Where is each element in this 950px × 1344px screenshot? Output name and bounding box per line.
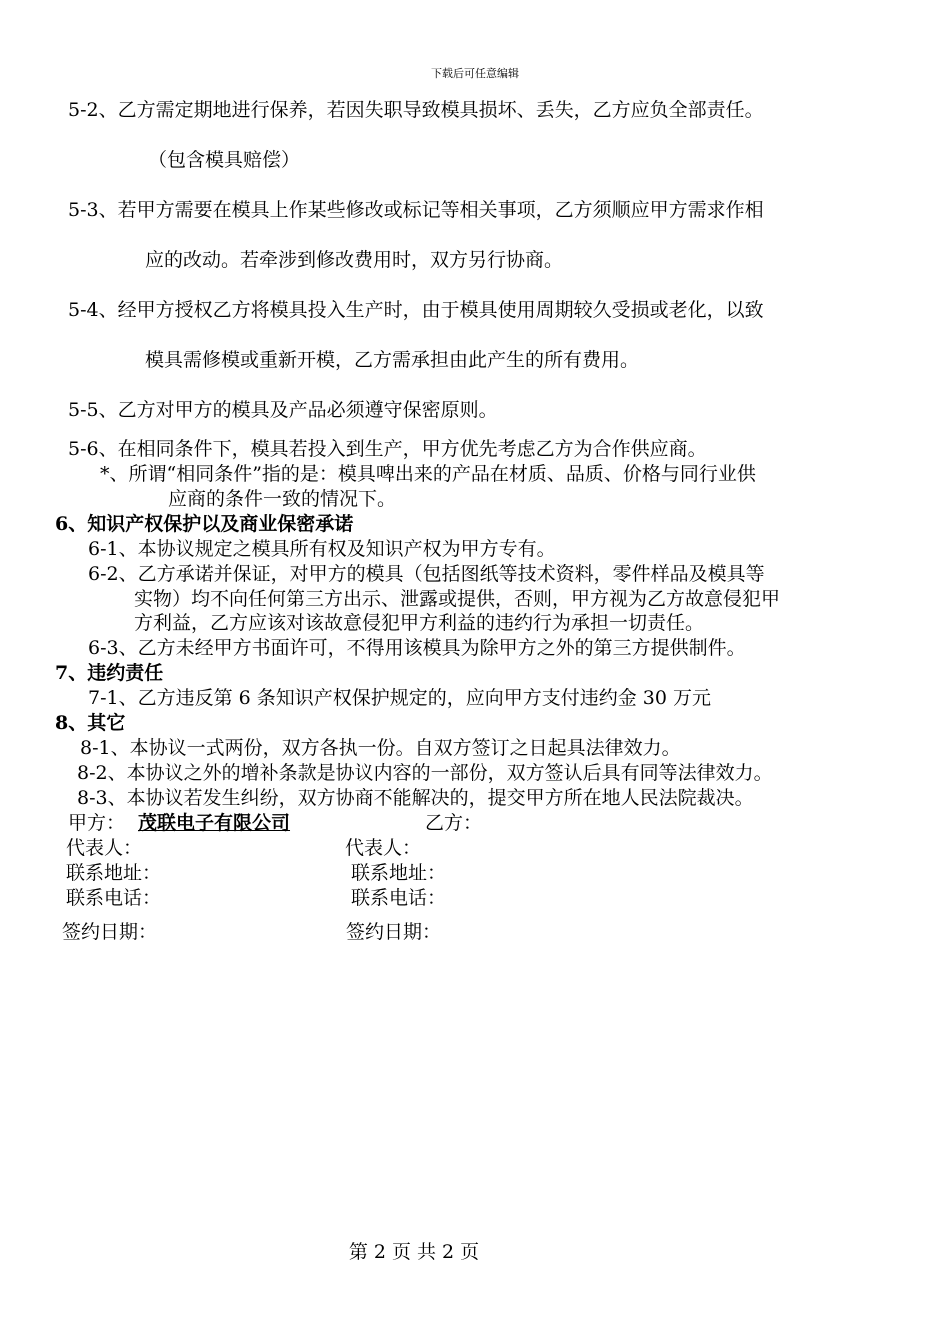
clause-6-2-line3: 方利益，乙方应该对该故意侵犯甲方利益的违约行为承担一切责任。 [134, 612, 705, 634]
clause-5-4-line2: 模具需修模或重新开模，乙方需承担由此产生的所有费用。 [145, 349, 640, 371]
note-line2: 应商的条件一致的情况下。 [168, 488, 397, 510]
header-note: 下载后可任意编辑 [431, 67, 519, 80]
clause-6-3: 6-3、乙方未经甲方书面许可，不得用该模具为除甲方之外的第三方提供制件。 [88, 637, 746, 659]
clause-8-2: 8-2、本协议之外的增补条款是协议内容的一部份，双方签认后具有同等法律效力。 [77, 762, 773, 784]
clause-8-1: 8-1、本协议一式两份，双方各执一份。自双方签订之日起具法律效力。 [80, 737, 681, 759]
clause-7-1: 7-1、乙方违反第 6 条知识产权保护规定的，应向甲方支付违约金 30 万元 [88, 687, 712, 709]
page-number: 第 2 页 共 2 页 [348, 1241, 480, 1263]
clause-6-2-line2: 实物）均不向任何第三方出示、泄露或提供，否则，甲方视为乙方故意侵犯甲 [134, 588, 781, 610]
clause-6-2-line1: 6-2、乙方承诺并保证，对甲方的模具（包括图纸等技术资料，零件样品及模具等 [88, 563, 765, 585]
section-6-heading: 6、知识产权保护以及商业保密承诺 [55, 513, 354, 535]
clause-8-3: 8-3、本协议若发生纠纷，双方协商不能解决的，提交甲方所在地人民法院裁决。 [77, 787, 754, 809]
addr-b-label: 联系地址： [351, 862, 447, 884]
date-a-label: 签约日期： [62, 921, 158, 943]
party-a-label: 甲方： [68, 812, 126, 834]
rep-b-label: 代表人： [345, 837, 422, 859]
section-8-heading: 8、其它 [55, 712, 126, 734]
rep-a-label: 代表人： [66, 837, 143, 859]
party-b-label: 乙方： [425, 812, 483, 834]
party-a-name: 茂联电子有限公司 [138, 812, 291, 834]
tel-a-label: 联系电话： [66, 887, 162, 909]
clause-5-5: 5-5、乙方对甲方的模具及产品必须遵守保密原则。 [68, 399, 498, 421]
clause-6-1: 6-1、本协议规定之模具所有权及知识产权为甲方专有。 [88, 538, 556, 560]
clause-5-6: 5-6、在相同条件下，模具若投入到生产，甲方优先考虑乙方为合作供应商。 [68, 438, 707, 460]
tel-b-label: 联系电话： [351, 887, 447, 909]
date-b-label: 签约日期： [346, 921, 442, 943]
clause-5-4-line1: 5-4、经甲方授权乙方将模具投入生产时，由于模具使用周期较久受损或老化，以致 [68, 299, 764, 321]
section-7-heading: 7、违约责任 [55, 662, 164, 684]
addr-a-label: 联系地址： [66, 862, 162, 884]
clause-5-3-line2: 应的改动。若牵涉到修改费用时，双方另行协商。 [145, 249, 564, 271]
clause-5-2-line2: （包含模具赔偿） [148, 149, 301, 171]
clause-5-3-line1: 5-3、若甲方需要在模具上作某些修改或标记等相关事项，乙方须顺应甲方需求作相 [68, 199, 764, 221]
clause-5-2-line1: 5-2、乙方需定期地进行保养，若因失职导致模具损坏、丢失，乙方应负全部责任。 [68, 99, 764, 121]
note-line1: *、所谓“相同条件”指的是：模具啤出来的产品在材质、品质、价格与同行业供 [100, 463, 756, 485]
